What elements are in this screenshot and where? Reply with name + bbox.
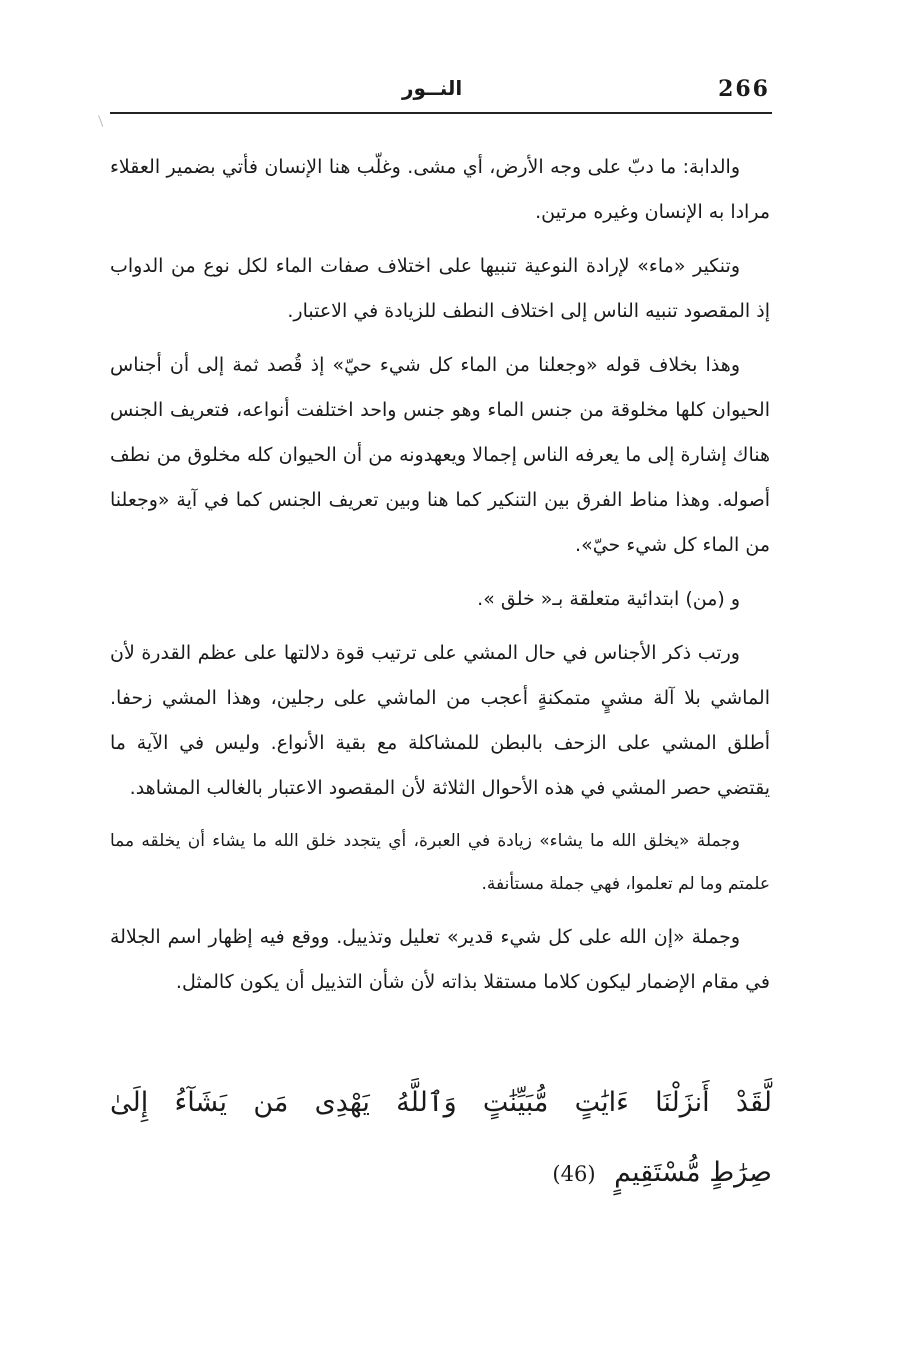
paragraph: ورتب ذكر الأجناس في حال المشي على ترتيب قوة دلالتها على عظم القدرة لأن الماشي بلا آلة مشيٍ متمكنةٍ أعجب من الماشي على رجلين، وهذا المشي زحفا. أطلق المشي على الزحف بالبطن للمشاكلة مع بقية الأنواع. وليس في الآية ما يقتضي حصر المشي في هذه الأحوال الثلاثة لأن المقصود الاعتبار بالغالب المشاهد. xyxy=(110,642,770,799)
paragraph: وجملة «إن الله على كل شيء قدير» تعليل وتذييل. ووقع فيه إظهار اسم الجلالة في مقام الإضمار ليكون كلاما مستقلا بذاته لأن شأن التذييل أن يكون كالمثل. xyxy=(110,926,770,993)
paragraph: والدابة: ما دبّ على وجه الأرض، أي مشى. وغلّب هنا الإنسان فأتي بضمير العقلاء مرادا به الإنسان وغيره مرتين. xyxy=(110,156,770,223)
scan-mark xyxy=(98,113,109,127)
verse-line-end xyxy=(110,1138,772,1209)
page-number: 266 xyxy=(718,76,770,102)
paragraph: و (من) ابتدائية متعلقة بـ« خلق ». xyxy=(477,588,740,610)
quran-verse xyxy=(110,1068,772,1209)
page-header xyxy=(112,72,770,108)
ayah-number: (46) xyxy=(552,1162,596,1186)
paragraph: وهذا بخلاف قوله «وجعلنا من الماء كل شيء حيّ» إذ قُصد ثمة إلى أن أجناس الحيوان كلها مخلوقة من جنس الماء وهو جنس واحد اختلفت أنواعه، فتعريف الجنس هناك إشارة إلى ما يعرفه الناس إجمالا ويعهدونه من أن الحيوان كله مخلوق من نطف أصوله. وهذا مناط الفرق بين التنكير كما هنا وبين تعريف الجنس كما في آية «وجعلنا من الماء كل شيء حيّ». xyxy=(110,354,770,556)
chapter-title: النــور xyxy=(402,76,463,100)
verse-text: صِرَٰطٍ مُّسْتَقِيمٍ xyxy=(614,1157,772,1188)
commentary-text xyxy=(110,145,770,1014)
paragraph: وتنكير «ماء» لإرادة النوعية تنبيها على اختلاف صفات الماء لكل نوع من الدواب إذ المقصود تنبيه الناس إلى اختلاف النطف للزيادة في الاعتبار. xyxy=(110,255,770,322)
paragraph: وجملة «يخلق الله ما يشاء» زيادة في العبرة، أي يتجدد خلق الله ما يشاء أن يخلقه مما علمتم وما لم تعلموا، فهي جملة مستأنفة. xyxy=(110,831,770,894)
header-rule xyxy=(110,112,772,114)
verse-line: لَّقَدْ أَنزَلْنَا ءَايَٰتٍ مُّبَيِّنَٰتٍ وَٱللَّهُ يَهْدِى مَن يَشَآءُ إِلَىٰ xyxy=(110,1087,772,1118)
